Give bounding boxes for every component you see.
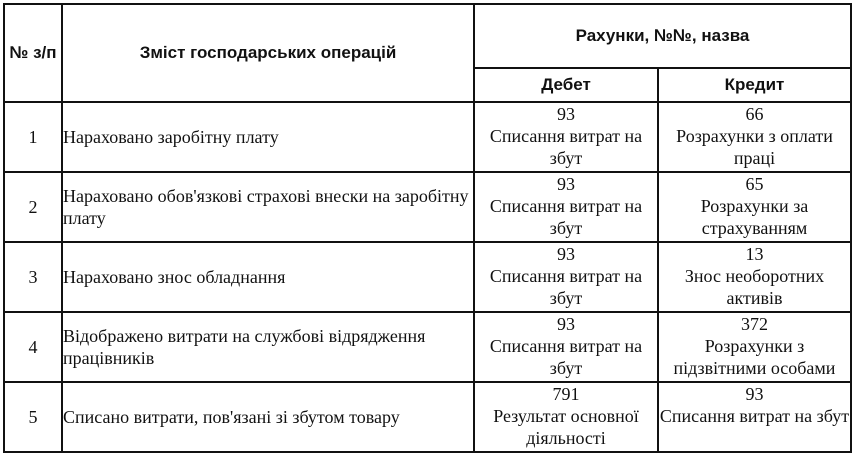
debit-name: Результат основної діяльності <box>493 406 639 448</box>
credit-account <box>658 382 851 452</box>
debit-account <box>474 242 658 312</box>
header-credit: Кредит <box>658 68 851 102</box>
header-operation: Зміст господарських операцій <box>62 4 474 102</box>
credit-code: 93 <box>745 384 764 404</box>
debit-code: 93 <box>557 314 575 334</box>
header-accounts: Рахунки, №№, назва <box>474 4 851 68</box>
row-number: 3 <box>4 242 62 312</box>
header-debit: Дебет <box>474 68 658 102</box>
debit-account <box>474 312 658 382</box>
header-number: № з/п <box>4 4 62 102</box>
debit-name: Списання витрат на збут <box>489 196 643 238</box>
row-number: 5 <box>4 382 62 452</box>
debit-name: Списання витрат на збут <box>489 266 643 308</box>
table-row <box>4 172 851 242</box>
credit-code: 13 <box>745 244 764 264</box>
operation-text: Нараховано обов'язкові страхові внески на заробітну плату <box>62 172 474 242</box>
credit-name: Знос необоротних активів <box>684 266 825 308</box>
debit-account <box>474 172 658 242</box>
credit-code: 66 <box>745 104 764 124</box>
operation-text: Списано витрати, пов'язані зі збутом товару <box>62 382 474 452</box>
table-row <box>4 382 851 452</box>
credit-account <box>658 102 851 172</box>
debit-name: Списання витрат на збут <box>489 126 643 168</box>
operation-text: Нараховано знос обладнання <box>62 242 474 312</box>
header-row-top <box>4 4 851 68</box>
operation-text: Відображено витрати на службові відрядження працівників <box>62 312 474 382</box>
table-row <box>4 312 851 382</box>
credit-name: Розрахунки з оплати праці <box>676 126 833 168</box>
debit-code: 93 <box>557 244 575 264</box>
row-number: 1 <box>4 102 62 172</box>
debit-code: 791 <box>552 384 580 404</box>
credit-name: Розрахунки за страхуванням <box>700 196 809 238</box>
table-row <box>4 102 851 172</box>
operations-table-wrapper <box>3 3 852 453</box>
credit-name: Розрахунки з підзвітними особами <box>673 336 836 378</box>
credit-name: Списання витрат на збут <box>659 406 850 426</box>
credit-account <box>658 312 851 382</box>
accounting-operations-table <box>3 3 852 453</box>
credit-account <box>658 242 851 312</box>
table-row <box>4 242 851 312</box>
credit-code: 372 <box>741 314 768 334</box>
debit-code: 93 <box>557 104 575 124</box>
operation-text: Нараховано заробітну плату <box>62 102 474 172</box>
credit-code: 65 <box>745 174 764 194</box>
row-number: 4 <box>4 312 62 382</box>
debit-account <box>474 382 658 452</box>
debit-name: Списання витрат на збут <box>489 336 643 378</box>
debit-code: 93 <box>557 174 575 194</box>
row-number: 2 <box>4 172 62 242</box>
debit-account <box>474 102 658 172</box>
credit-account <box>658 172 851 242</box>
